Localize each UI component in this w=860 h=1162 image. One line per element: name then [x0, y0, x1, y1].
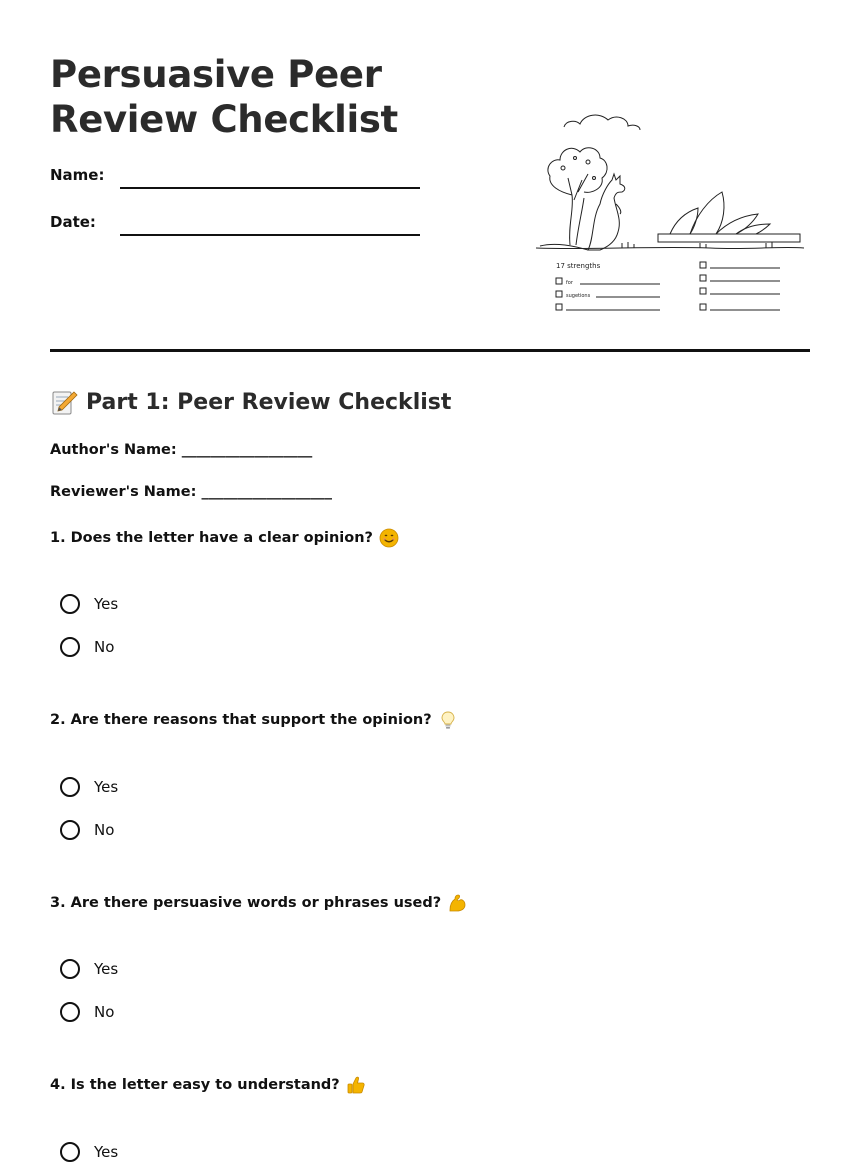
q1-option-yes[interactable] [60, 594, 118, 614]
svg-text:for: for [566, 280, 573, 286]
question-1-text: 1. Does the letter have a clear opinion? [50, 530, 373, 546]
thumbs-up-icon [346, 1075, 366, 1095]
reviewer-name-line[interactable]: Reviewer's Name: __________________ [50, 484, 332, 500]
q1-radio-yes[interactable] [60, 594, 80, 614]
q2-option-yes-label: Yes [94, 778, 119, 796]
q3-option-yes[interactable] [60, 959, 118, 979]
section-divider [50, 349, 810, 352]
q1-option-no[interactable] [60, 637, 114, 657]
smiling-face-icon [379, 528, 399, 548]
flexed-biceps-icon [447, 893, 467, 913]
question-4-text: 4. Is the letter easy to understand? [50, 1077, 340, 1093]
q3-radio-yes[interactable] [60, 959, 80, 979]
name-label: Name: [50, 166, 105, 184]
q3-radio-no[interactable] [60, 1002, 80, 1022]
q2-option-yes[interactable] [60, 777, 118, 797]
question-2-text: 2. Are there reasons that support the opinion? [50, 712, 432, 728]
date-field-line[interactable] [120, 234, 420, 236]
q2-option-no[interactable] [60, 820, 114, 840]
q2-option-no-label: No [94, 821, 115, 839]
light-bulb-icon [438, 710, 458, 730]
page-title: Persuasive Peer Review Checklist [50, 53, 398, 141]
q3-option-yes-label: Yes [94, 960, 119, 978]
part1-heading-text: Part 1: Peer Review Checklist [86, 389, 452, 415]
question-1 [50, 528, 399, 548]
question-2 [50, 710, 458, 730]
q1-radio-no[interactable] [60, 637, 80, 657]
q3-option-no[interactable] [60, 1002, 114, 1022]
q3-option-no-label: No [94, 1003, 115, 1021]
svg-text:sugetions: sugetions [566, 293, 591, 299]
question-4 [50, 1075, 366, 1095]
svg-text:17 strengths: 17 strengths [556, 262, 601, 270]
part1-heading [50, 388, 451, 416]
q1-option-no-label: No [94, 638, 115, 656]
kangaroo-opera-house-illustration [530, 100, 810, 320]
author-name-line[interactable]: Author's Name: __________________ [50, 442, 313, 458]
q2-radio-no[interactable] [60, 820, 80, 840]
q2-radio-yes[interactable] [60, 777, 80, 797]
q4-option-yes-label: Yes [94, 1143, 119, 1161]
q4-option-yes[interactable] [60, 1142, 118, 1162]
q4-radio-yes[interactable] [60, 1142, 80, 1162]
q1-option-yes-label: Yes [94, 595, 119, 613]
date-label: Date: [50, 213, 96, 231]
name-field-line[interactable] [120, 187, 420, 189]
question-3 [50, 893, 467, 913]
question-3-text: 3. Are there persuasive words or phrases used? [50, 895, 442, 911]
memo-pencil-icon [50, 388, 78, 416]
